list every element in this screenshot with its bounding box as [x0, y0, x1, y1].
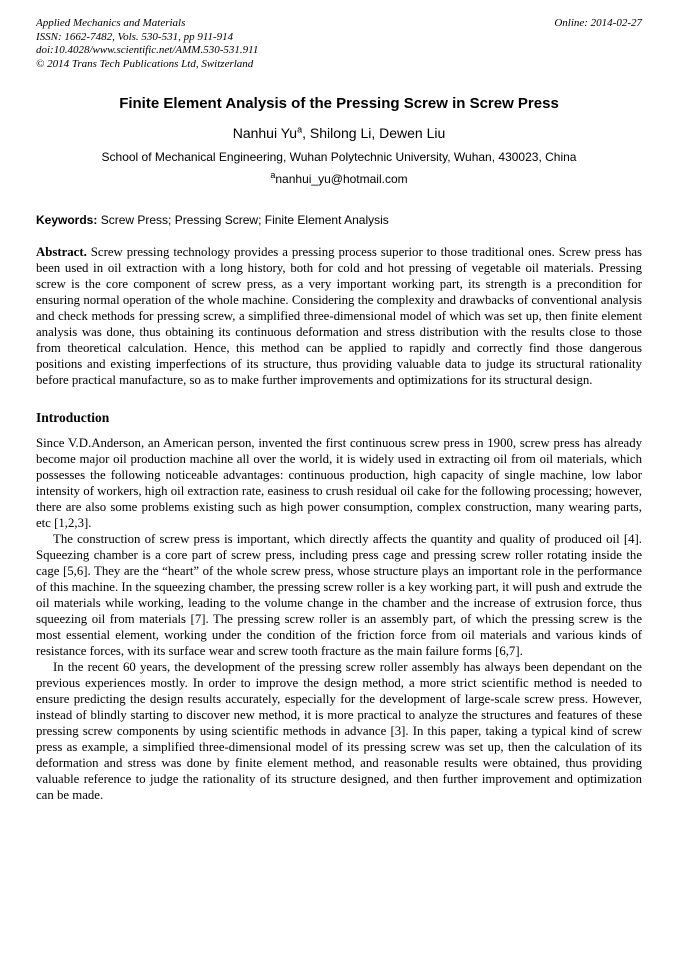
- introduction-paragraph-3: In the recent 60 years, the development of the pressing screw roller assembly has always been dependant on the previous experiences mostly. In order to improve the design method, a more strict scientific method is needed to ensure predicting the design results accurately, especially for the development of large-scale screw press. However, instead of blindly starting to discover new method, it is more practical to analyze the structures and features of these pressing screw components by using scientific methods in advance [3]. In this paper, taking a typical kind of screw press as example, a simplified three-dimensional model of its pressing screw was set up, then the calculation of its deformation and stress was done by finite element method, and reasonable results were obtained, thus providing valuable reference to judge the rationality of its structure designed, and then further improvement and optimization can be made.: [36, 660, 642, 802]
- journal-info-block: [36, 17, 258, 71]
- abstract-paragraph: [36, 244, 642, 388]
- author-first: Nanhui Yu: [232, 125, 298, 141]
- authors-line: [36, 125, 642, 142]
- journal-header: [36, 17, 642, 71]
- copyright-line: © 2014 Trans Tech Publications Ltd, Switzerland: [36, 57, 254, 70]
- issn-line: ISSN: 1662-7482, Vols. 530-531, pp 911-914: [36, 30, 234, 43]
- email-line: [36, 172, 642, 187]
- abstract-text: Screw pressing technology provides a pressing process superior to those traditional ones. Screw press has been used in oil extraction with a long history, both for cold and hot pressing of vegetable oil materials. Pressing screw is the core component of screw press, as a very important working part, its strength is a precondition for ensuring normal operation of the whole machine. Considering the complexity and drawbacks of conventional analysis and check methods for pressing screw, a simplified three-dimensional model of which was set up, then finite element analysis was done, thus obtaining its continuous deformation and stress distribution with the results close to those from theoretical calculation. Hence, this method can be applied to rapidly and correctly find those dangerous positions and existing imperfections of its structure, thus providing valuable data to judge its structural rationality before practical manufacture, so as to make further improvements and optimizations for its structural design.: [36, 245, 642, 387]
- affiliation-line: School of Mechanical Engineering, Wuhan Polytechnic University, Wuhan, 430023, China: [101, 150, 577, 164]
- online-date: Online: 2014-02-27: [554, 17, 642, 29]
- keywords-label: Keywords:: [36, 213, 98, 227]
- introduction-paragraph-2: The construction of screw press is important, which directly affects the quantity and quality of produced oil [4]. Squeezing chamber is a core part of screw press, including press cage and pressing screw roller rotating inside the cage [5,6]. They are the “heart” of the whole screw press, whose structure plays an important role in the performance of this machine. In the squeezing chamber, the pressing screw roller is a key working part, it will push and extrude the oil materials while working, leading to the volume change in the chamber and the increase of extrusion force, thus squeezing oil from materials [7]. The pressing screw roller is an assembly part, of which the pressing screw is the most essential element, working under the condition of the friction force from oil materials and various kinds of resistance forces, with its surface wear and screw tooth fracture as the main failure forms [6,7].: [36, 532, 642, 658]
- section-heading-introduction: Introduction: [36, 410, 110, 425]
- paper-title: Finite Element Analysis of the Pressing Screw in Screw Press: [119, 95, 559, 112]
- introduction-paragraph-1: Since V.D.Anderson, an American person, invented the first continuous screw press in 1900, screw press has already become major oil production machine all over the world, it is widely used in extracting oil from oil materials, which possesses the following noticeable advantages: continuous production, high capacity of single machine, low labor intensity of workers, high oil extraction rate, easiness to crush residual oil cake for the following processing; however, there are also some problems existing such as high power consumption, complex construction, many wearing parts, etc [1,2,3].: [36, 436, 642, 530]
- keywords-text: Screw Press; Pressing Screw; Finite Element Analysis: [97, 213, 389, 227]
- doi-line: doi:10.4028/www.scientific.net/AMM.530-531.911: [36, 44, 259, 56]
- journal-name: Applied Mechanics and Materials: [36, 17, 186, 29]
- author-affiliation-mark: a: [297, 124, 303, 135]
- email-address: nanhui_yu@hotmail.com: [275, 172, 408, 186]
- authors-rest: , Shilong Li, Dewen Liu: [302, 125, 446, 141]
- keywords-line: [36, 213, 642, 228]
- abstract-label: Abstract.: [36, 245, 87, 259]
- email-affiliation-mark: a: [270, 170, 276, 180]
